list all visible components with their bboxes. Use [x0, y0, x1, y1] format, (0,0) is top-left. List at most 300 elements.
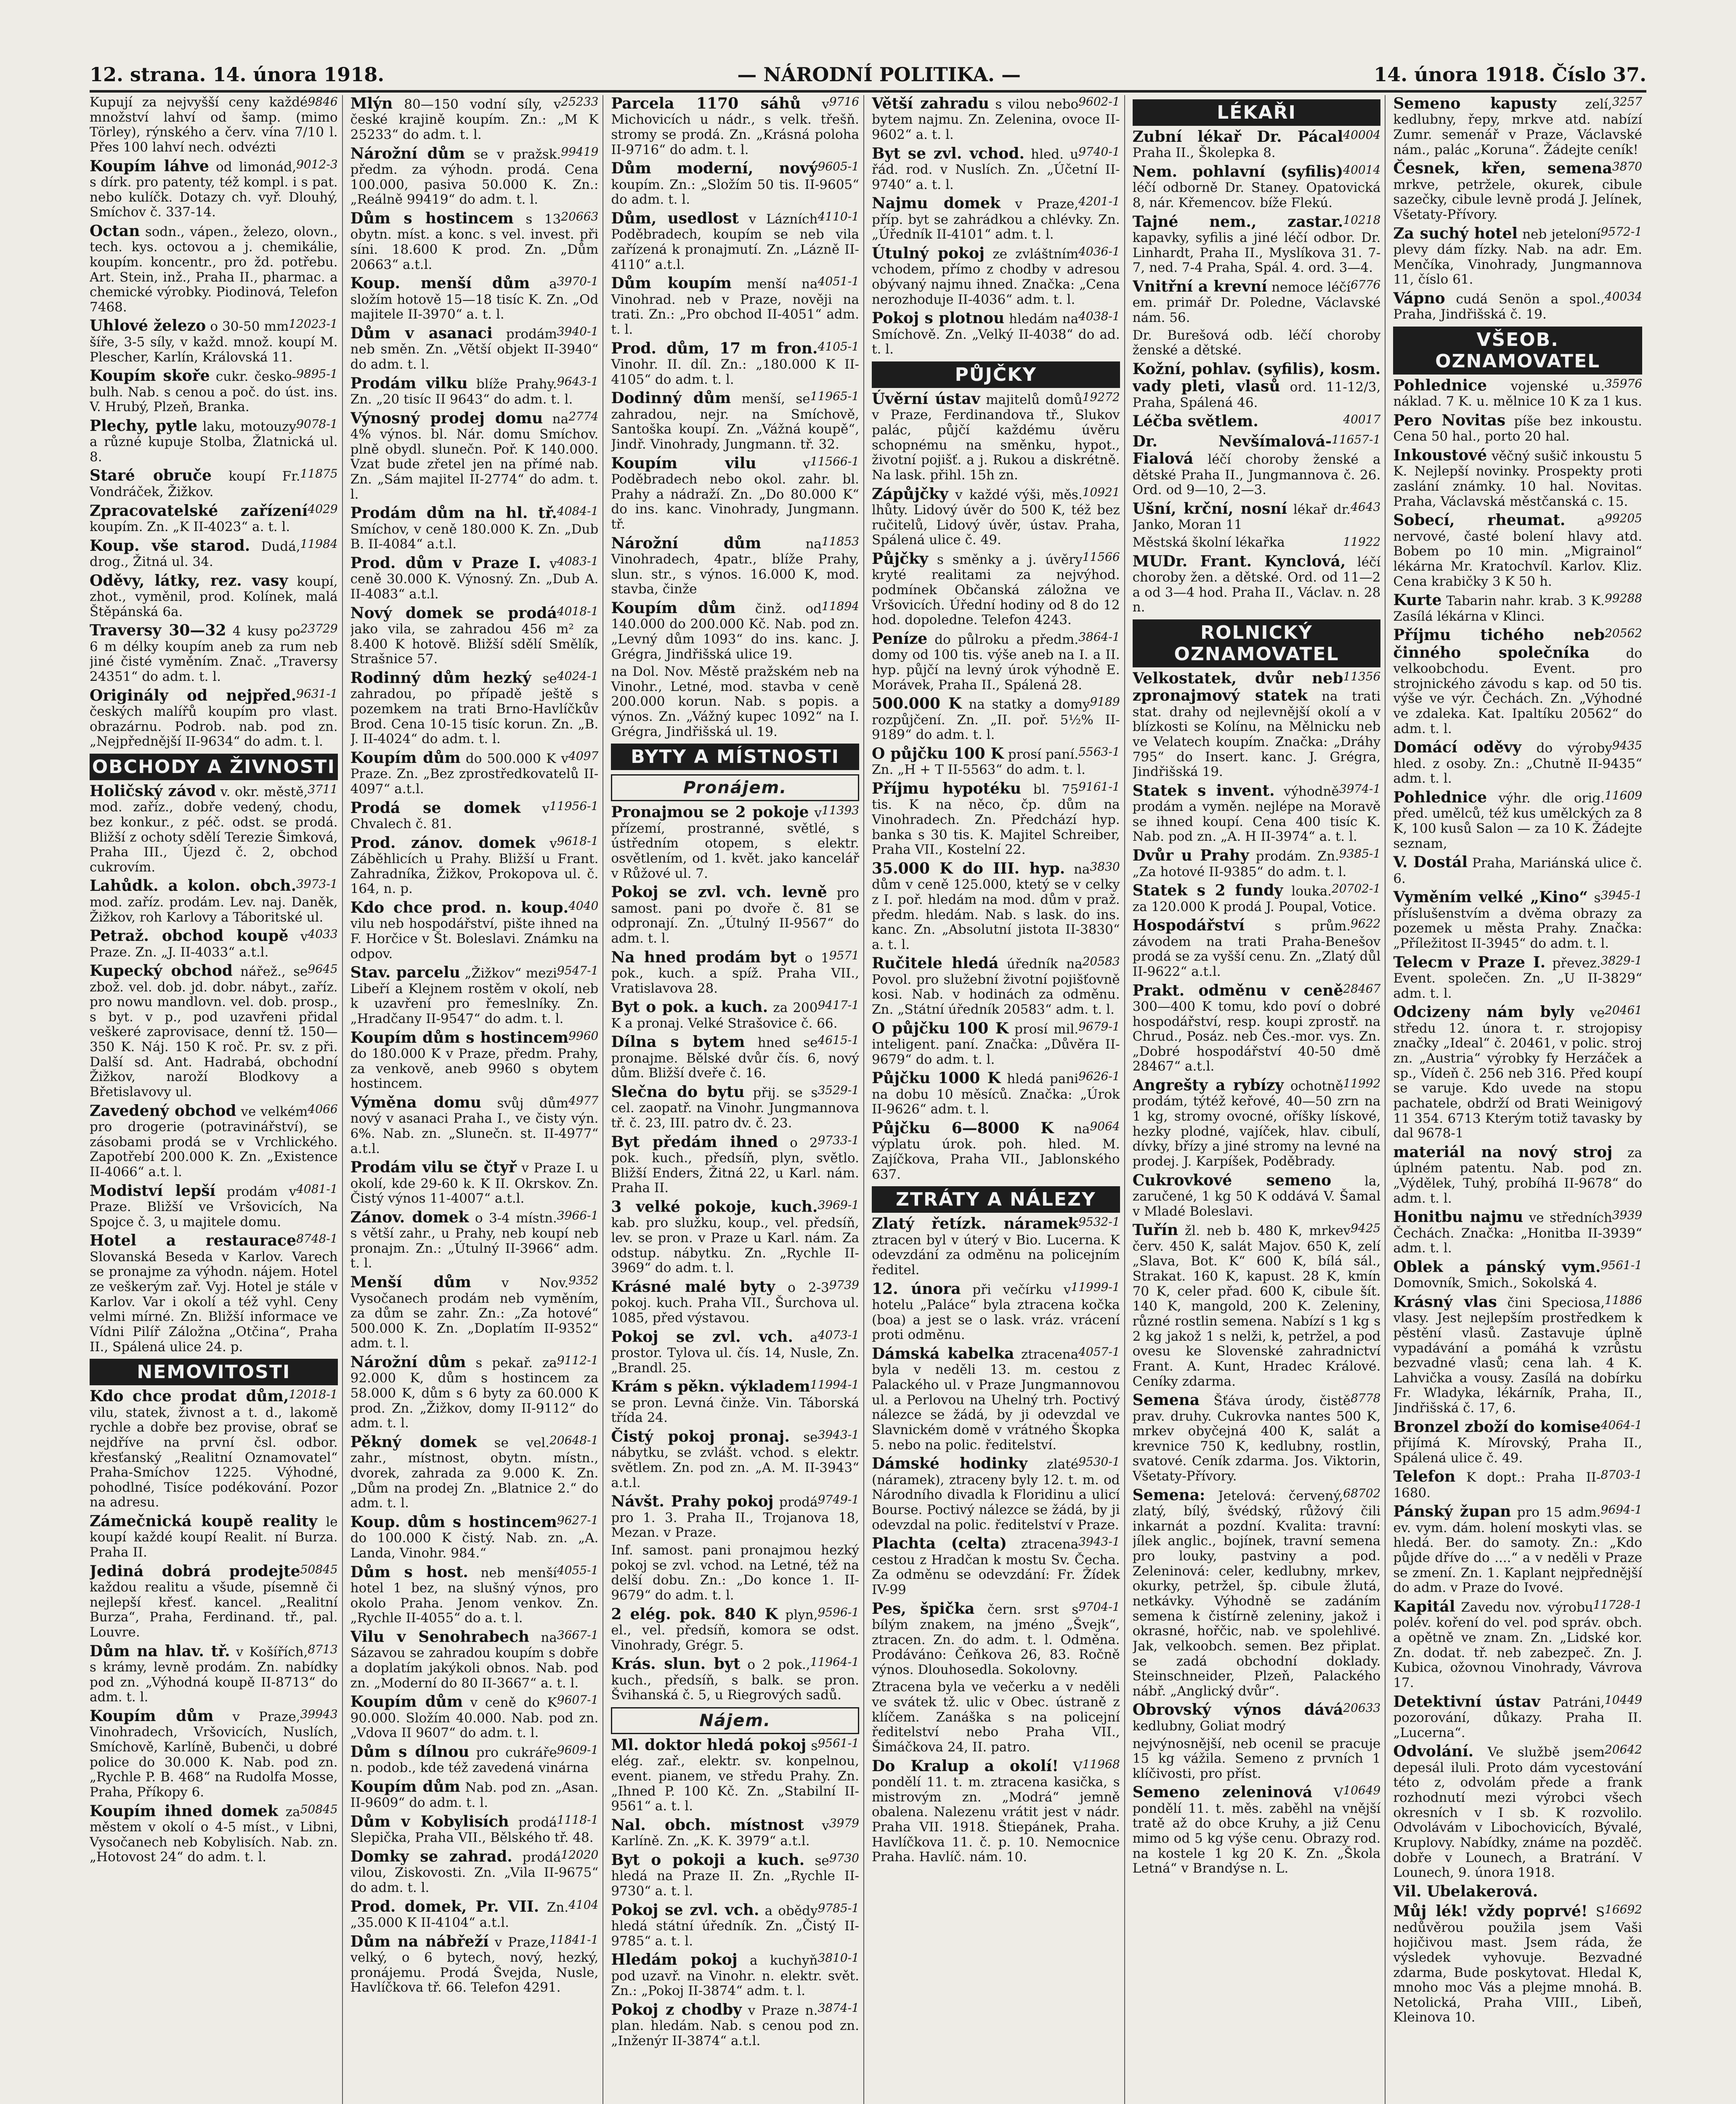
ad-headline: MUDr. Frant. Kynclová,	[1132, 552, 1346, 570]
ad-number: 10218	[1343, 213, 1381, 227]
ad-text: v Nov. Vysočanech prodám neb vyměním, za dům se zahr. Zn.: „Za hotové“ 500.000 K. Zn. „Doplatím II-9352“ adm. t. l.	[350, 1275, 599, 1351]
ad-text: a kuchyň pod uzavř. na Vinohr. n. elektr. svět. Zn.: „Pokoj II-3874“ adm. t. l.	[611, 1953, 859, 1999]
ad-headline: O půjčku 100 K	[872, 744, 1004, 762]
ad-number: 4064-1	[1601, 1418, 1642, 1432]
classified-ad	[90, 962, 338, 1100]
ad-headline: Dům, usedlost	[611, 209, 739, 227]
classified-ad	[611, 210, 859, 272]
ad-number: 11853	[821, 534, 859, 548]
classified-ad	[1133, 1487, 1381, 1699]
classified-ad	[1133, 361, 1381, 410]
ad-text: o 2-3 pokoj. kuch. Praha VII., Šurchova ul. 1085, před výstavou.	[611, 1280, 859, 1326]
classified-ad	[611, 1033, 859, 1081]
ad-headline: Bronzel zboží do komise	[1393, 1418, 1601, 1436]
classified-ad	[350, 1094, 599, 1156]
ad-text: do velkoobchodu. Event. pro strojnického závodu s kap. od 50 tis. výše ve výr. Čechách. Zn. „Výhodné ve zdaleka. Kat. Ipaltíku 20562“ do adm. t. l.	[1393, 646, 1642, 736]
ad-text: léčí choroby ženské a dětské Praha II., Jungmannova č. 26. Ord. od 9—10, 2—3.	[1132, 452, 1381, 498]
ad-headline: Semeno zeleninová	[1132, 1783, 1313, 1801]
classified-ad	[350, 964, 599, 1026]
ad-text: cukr. česko-bulh. Nab. s cenou a poč. do úst. ins. V. Hrubý, Plzeň, Branka.	[90, 369, 338, 415]
ad-number: 9960	[568, 1028, 599, 1043]
ad-number: 11964-1	[810, 1655, 859, 1669]
ad-text: v každé výši, měs. lhůty. Lidový úvěr do 500 K, též bez ručitelů, Lidový úvěr, ústav. Praha, Spálená ulice č. 49.	[872, 487, 1120, 548]
classified-ad	[1393, 592, 1642, 624]
ad-number: 4066	[308, 1102, 338, 1116]
classified-ad	[1393, 889, 1642, 951]
ad-number: 4036-1	[1078, 244, 1120, 259]
ad-headline: Telefon	[1393, 1468, 1456, 1486]
classified-ad	[1133, 917, 1381, 979]
classified-ad	[90, 95, 338, 155]
ad-number: 3711	[308, 782, 338, 796]
ad-text: menší, se zahradou, nejr. na Smíchově, Santoška koupí. Zn. „Vážná koupě“, Jindř. Vinohrady, Jungmann. tř. 32.	[611, 391, 859, 452]
ad-text: nářež., se zbož. vel. dob. jd. dobr. nábyt., zaříz. pro nowu mandlovn. vel. dob. prosp., s byt. v p., pod uzavřeni přidal veškeré zaprovisace, denní tž. 150—350 K. Náj. 150 K roč. Pr. sv. z při. Další sd. Ant. Hadrabá, obchodní Žižkov, naroží Blodkovy a Břetislavovy ul.	[90, 964, 338, 1100]
ad-text: výhodně prodám a vyměn. nejlépe na Moravě se ihned koupí. Cena 400 tisíc K. Nab. pod zn. „A. H II-3974“ a. t. l.	[1132, 784, 1381, 845]
ad-text: na trati stat. drahy od nejlevnější okolí a v blízkosti se Kolínu, na Mělnicku neb ve Velatech koupím. Značka: „Dráhy 795“ do Insert. kanc. J. Grégra, Jindřišská 19.	[1132, 689, 1381, 780]
ad-headline: Vápno	[1393, 289, 1445, 307]
classified-ad	[350, 669, 599, 747]
ad-number: 9435	[1612, 739, 1642, 753]
ad-headline: Krám s pěkn. výkladem	[611, 1378, 810, 1396]
ad-headline: Hotel a restaurace	[90, 1232, 297, 1250]
ad-number: 9161-1	[1078, 779, 1120, 794]
ad-number: 28467	[1343, 981, 1381, 996]
ad-headline: Vilu v Senohrabech	[350, 1628, 530, 1646]
ad-text: neb jeteloní plevy dám fízky. Nab. na adr. Em. Menčíka, Vinohrady, Jungmannova 11, číslo 61.	[1393, 226, 1642, 287]
ad-text: se vel. zahr., místnost, obytn. místn., dvorek, zahrada za 9.000 K. Zn. „Dům na prodej Zn. „Blatnice 2.“ do adm. t. l.	[350, 1435, 599, 1511]
ad-headline: Plachta (celta)	[872, 1535, 1007, 1553]
classified-ad	[611, 1328, 859, 1376]
ad-number: 9740-1	[1078, 144, 1120, 159]
classified-ad	[350, 410, 599, 502]
ad-headline: Vyměním velké „Kino“	[1393, 888, 1588, 906]
ad-headline: Nový domek se prodá	[350, 604, 557, 622]
ad-text: v Poděbradech nebo okol. zahr. bl. Prahy a nádraží. Zn. „Do 80.000 K“ do ins. kanc. Vinohrady, Jungmann. tř.	[611, 456, 859, 532]
section-banner: ROLNICKÝ OZNAMOVATEL	[1133, 619, 1381, 667]
ad-number: 11657-1	[1331, 432, 1381, 446]
ad-number: 3667-1	[557, 1628, 599, 1642]
ad-headline: Prodám dům na hl. tř.	[350, 504, 557, 522]
classified-ad	[350, 834, 599, 897]
ad-headline: Větší zahradu	[872, 95, 989, 112]
classified-ad	[1393, 1468, 1642, 1501]
ad-number: 4055-1	[557, 1563, 599, 1577]
ad-number: 8778	[1351, 1391, 1381, 1405]
ad-headline: O půjčku 100 K	[872, 1019, 1009, 1037]
classified-ad	[350, 210, 599, 272]
ad-text: do 100.000 K čistý. Nab. zn. „A. Landa, Vinohr. 984.“	[350, 1530, 599, 1561]
ad-number: 20633	[1343, 1701, 1381, 1715]
ad-number: 99288	[1604, 591, 1642, 606]
ad-text: v Záběhlicích u Prahy. Bližší u Frant. Zahradníka, Žižkov, Prokopova ul. č. 164, n. p.	[350, 836, 599, 897]
ad-number: 4201-1	[1078, 194, 1120, 209]
column-1	[90, 95, 343, 2104]
ad-number: 9730	[829, 1851, 859, 1865]
classified-ad	[350, 1434, 599, 1511]
ad-number: 20562	[1604, 626, 1642, 640]
ad-number: 4038-1	[1078, 309, 1120, 324]
ad-headline: Zavedený obchod	[90, 1102, 236, 1120]
ad-number: 3979	[829, 1816, 859, 1830]
ad-text: se hledá na Praze II. Zn. „Rychle II-9730“ a. t. l.	[611, 1853, 859, 1899]
classified-ad	[90, 1513, 338, 1560]
ad-headline: Angrešty a rybízy	[1132, 1076, 1284, 1095]
section-banner: LÉKAŘI	[1133, 99, 1381, 126]
ad-number: 40004	[1343, 128, 1381, 142]
ad-headline: Pěkný domek	[350, 1433, 477, 1451]
ad-headline: Ručitele hledá	[872, 954, 999, 972]
classified-ad	[1393, 225, 1642, 287]
classified-ad	[1393, 1004, 1642, 1141]
classified-ad	[872, 1280, 1120, 1343]
ad-headline: Byt o pokoji a kuch.	[611, 1851, 805, 1869]
ad-number: 9530-1	[1078, 1455, 1120, 1469]
ad-headline: Příjmu hypotéku	[872, 779, 1022, 797]
classified-ad	[350, 1898, 599, 1931]
ad-number: 11393	[821, 803, 859, 818]
ad-text: prosí mil. inteligent. paní. Značka: „Důvěra II-9679“ do adm. t. l.	[872, 1021, 1120, 1067]
ad-text: koupím. Zn.: „Složím 50 tis. II-9605“ do adm. t. l.	[611, 177, 859, 207]
classified-ad	[350, 505, 599, 552]
ad-number: 9605-1	[818, 159, 859, 174]
ad-text: Vinohr. II. díl. Zn.: „180.000 K II-4105“ do adm. t. l.	[611, 357, 859, 387]
ad-number: 3939	[1612, 1208, 1642, 1222]
ad-text: na výplatu úrok. poh. hled. M. Zajíčkova, Praha VII., Jablonského 637.	[872, 1121, 1120, 1182]
newspaper-page	[90, 0, 1646, 2104]
section-banner: Pronájem.	[611, 774, 859, 801]
ad-headline: Inkoustové	[1393, 446, 1487, 465]
ad-number: 9627-1	[557, 1513, 599, 1527]
ad-number: 20461	[1604, 1003, 1642, 1017]
ad-number: 4097	[568, 749, 599, 763]
ad-text: a nervové, časté bolení hlavy atd. Bobem po 10 min. „Migrainol“ lékárna Mr. Kratochvíl. Karlov. Kliz. Cena krabičky 3 K 50 h.	[1393, 513, 1642, 589]
ad-text: při večírku v hotelu „Paláce“ byla ztracena kočka (boa) a jest se o lask. vráz. vrácení proti odměnu.	[872, 1282, 1120, 1343]
classified-ad	[350, 325, 599, 372]
classified-ad	[611, 2001, 859, 2049]
ad-text: louka. za 120.000 K prodá J. Poupal, Votice.	[1132, 884, 1376, 914]
ad-number: 9618-1	[557, 834, 599, 848]
ad-headline: 2 elég. pok. 840 K	[611, 1605, 778, 1623]
ad-headline: Semena:	[1132, 1486, 1205, 1504]
ad-text: ve velkém pro drogerie (potravinářství), se zásobami prodá se v Vrchlického. Zapotřebí 200.000 K. Zn. „Existence II-4066“ a.t. l.	[90, 1104, 338, 1180]
ad-headline: Krás. slun. byt	[611, 1655, 741, 1673]
ad-text: 300—400 K tomu, kdo poví o dobré hospodářství, resp. koupi zprostř. na Chrud., Posáz. neb Čes.-mor. vys. Zn. „Dobré hospodářství 40-50 dmě 28467“ a.t.l.	[1132, 999, 1381, 1074]
classified-ad	[611, 160, 859, 207]
classified-ad	[1393, 160, 1642, 222]
ad-number: 11968	[1082, 1757, 1120, 1771]
section-banner: NEMOVITOSTI	[90, 1359, 338, 1385]
ad-headline: Peníze	[872, 630, 928, 648]
ad-headline: Prodá se domek	[350, 799, 521, 817]
classified-ad	[1393, 1294, 1642, 1416]
section-banner: PŮJČKY	[872, 361, 1120, 388]
classified-ad	[1393, 1883, 1642, 1900]
ad-text: bl. 75 tis. K na něco, čp. dům na Vinohradech. Zn. Předchází hyp. banka s 30 tis. K. Majitel Schreiber, Praha VII., Kostelní 22.	[872, 781, 1120, 858]
classified-ad	[1393, 1259, 1642, 1291]
ad-text: koupím. Zn. „K II-4023“ a. t. l.	[90, 519, 290, 534]
ad-text: Ve službě jsem depesál iluli. Proto dám vycestování této z, odvolám přede a frank rozhodnutí mezi výrobci všech okresních v I sb. K rozvolilo. Odvolávám v Libochovicích, Bývalé, Kruplovy. Nabídky, známe na pozděč. dobře v Lounech, a Bratrání. V Lounech, 9. února 1918.	[1393, 1745, 1642, 1881]
ad-number: 40017	[1343, 412, 1381, 427]
ad-number: 8703-1	[1601, 1468, 1642, 1482]
ad-number: 11886	[1604, 1293, 1642, 1307]
classified-ad	[872, 1535, 1120, 1597]
ad-text: le koupí každé koupí Realit. ní Burza. Praha II.	[90, 1514, 338, 1560]
section-banner: VŠEOB. OZNAMOVATEL	[1393, 327, 1642, 375]
classified-ad	[872, 1600, 1120, 1678]
ad-number: 11992	[1343, 1076, 1381, 1091]
classified-ad	[90, 537, 338, 570]
ad-headline: Zlatý řetízk. náramek	[872, 1215, 1079, 1233]
classified-ad	[611, 1852, 859, 1899]
ad-text: „Žižkov“ mezi Libeří a Klejnem rostěm v okolí, neb k uzavření pro řemeslníky. Zn. „Hradčany II-9547“ do adm. t. l.	[350, 966, 599, 1026]
ad-text: Zn. „35.000 K II-4104“ a.t.l.	[350, 1899, 569, 1931]
classified-ad	[1393, 447, 1642, 509]
ad-number: 3969-1	[818, 1198, 859, 1212]
ad-headline: Kupecký obchod	[90, 962, 233, 980]
ad-text: Praha II., Školepka 8.	[1132, 145, 1276, 161]
ad-headline: Uhlové železo	[90, 317, 206, 335]
ad-number: 3943-1	[1078, 1535, 1120, 1549]
ad-headline: Koupím dům	[611, 599, 736, 617]
classified-ad	[350, 375, 599, 407]
ad-headline: Půjčky	[872, 550, 929, 568]
ad-text: od limonád, s dírk. pro patenty, též kompl. i s pat. nebo kulíčk. Dotazy ch. vyř. Dlouhý, Smíchov č. 337-14.	[90, 159, 338, 220]
ad-text: pro samost. pani po dvoře č. 81 se odpronají. Zn. „Útulný II-9567“ do adm. t. l.	[611, 885, 859, 946]
ad-text: pro cukráře n. podob., kde též zavedená vinárna	[350, 1745, 589, 1776]
classified-ad	[872, 310, 1120, 357]
ad-number: 3864-1	[1078, 630, 1120, 644]
ad-text: svůj dům nový v asanaci Praha I., ve čisty výn. 6%. Nab. zn. „Slunečn. st. II-4977“ a.t.l.	[350, 1095, 599, 1156]
ad-text: v Praze n. plan. hledám. Nab. s cenou pod zn. „Inženýr II-3874“ a.t.l.	[611, 2003, 859, 2048]
classified-ad	[1393, 854, 1642, 886]
ad-text: lékař dr. Janko, Moran 11	[1132, 502, 1351, 533]
classified-ad	[1133, 1172, 1381, 1219]
ad-number: 8713	[308, 1642, 338, 1656]
classified-ad	[90, 1803, 338, 1865]
classified-ad	[1133, 1077, 1381, 1169]
ad-headline: Semeno kapusty	[1393, 95, 1557, 112]
ad-headline: Čistý pokoj pronaj.	[611, 1427, 790, 1445]
ad-headline: Koupím dům	[350, 749, 461, 767]
ad-headline: Koupím vilu	[611, 454, 757, 472]
ad-text: a složím hotově 15—18 tisíc K. Zn. „Od majitele II-3970“ a. t. l.	[350, 276, 599, 322]
classified-ad	[872, 195, 1120, 242]
ad-number: 10449	[1604, 1692, 1642, 1707]
ad-number: 9078-1	[296, 417, 338, 431]
classified-ad	[872, 745, 1120, 778]
ad-headline: Dodinný dům	[611, 389, 731, 407]
ad-headline: Domky se zahrad.	[350, 1848, 512, 1866]
classified-ad	[1133, 1784, 1381, 1876]
classified-ad	[90, 1643, 338, 1705]
ad-text: Městská školní lékařka	[1132, 534, 1285, 550]
classified-ad	[90, 783, 338, 875]
ad-number: 4073-1	[818, 1328, 859, 1342]
ad-text: prodá Slepička, Praha VII., Bělského tř. 48.	[350, 1815, 594, 1846]
classified-ad	[1133, 128, 1381, 161]
ad-text: V pondělí 11. t. m. ztracena kasička, s mistrovým zn. „Modrá“ jemně obalena. Nalezenu vrátit jest v nádr. Praha VII. 1918. Štiepánek, Praha. Havlíčkova 11. č. p. 10. Nemocnice Praha. Havlíč. nám. 10.	[872, 1759, 1120, 1865]
ad-headline: Koupím láhve	[90, 157, 209, 175]
ad-text: neb menší hotel 1 bez, na slušný výnos, pro okolo Praha. Jenom venkov. Zn. „Rychle II-4055“ do a. t. l.	[350, 1565, 599, 1626]
ad-headline: Dům v asanaci	[350, 324, 493, 342]
ad-text: o 2 pok., kuch., předsíň, s balk. se pron. Švihanská č. 5, u Riegrových sadů.	[611, 1657, 859, 1703]
ad-number: 19272	[1082, 390, 1120, 404]
ad-text: za městem v okolí o 4-5 míst., v Libni, Vysočanech neb Kobylisích. Nab. zn. „Hotovost 24“ do adm. t. l.	[90, 1804, 338, 1865]
classified-ad	[1133, 1737, 1381, 1782]
ad-text: v Praze, velký, o 6 bytech, nový, hezký, pronájemu. Prodá Švejda, Nusle, Havlíčkova tř. 66. Telefon 4291.	[350, 1934, 599, 1995]
ad-number: 4083-1	[557, 554, 599, 568]
ad-number: 9547-1	[557, 964, 599, 978]
ad-headline: Nárožní dům	[350, 1353, 466, 1371]
ad-text: ze zvláštním vchodem, přímo z chodby v adresou obývaný najmu ihned. Značka: „Cena nerozhoduje II-4036“ adm. t. l.	[872, 247, 1120, 307]
page-header	[90, 63, 1646, 93]
ad-text: čern. srst s bílým znakem, na jméno „Švejk“, ztracen. Zn. do adm. t. l. Odměna. Prodáváno: Čeňkova 26, 83. Ročně výnos. Dlouhosedla. Sokolovny.	[872, 1602, 1120, 1677]
ad-number: 9643-1	[557, 374, 599, 388]
classified-ad	[611, 884, 859, 946]
ad-number: 9785-1	[818, 1901, 859, 1915]
ad-number: 50845	[300, 1802, 338, 1816]
section-banner: Nájem.	[611, 1707, 859, 1734]
classified-ad	[1393, 954, 1642, 1002]
ad-number: 2774	[568, 409, 599, 423]
ad-text: vojenské u. náklad. 7 K. u. mělnice 10 K za 1 kus.	[1393, 378, 1642, 409]
classified-ad	[611, 1737, 859, 1814]
ad-number: 9532-1	[1078, 1215, 1120, 1229]
ad-number: 4643	[1351, 499, 1381, 514]
classified-ad	[872, 1120, 1120, 1182]
classified-ad	[1133, 500, 1381, 533]
ad-text: mrkve, petržele, okurek, cibule sazečky, cibule levně prodá J. Jelínek, Všetaty-Přívory.	[1393, 177, 1642, 222]
classified-ad	[350, 1209, 599, 1271]
ad-number: 9631-1	[296, 686, 338, 701]
classified-ad	[1393, 1419, 1642, 1466]
ad-headline: Menší dům	[350, 1273, 471, 1291]
classified-ad	[1133, 278, 1381, 326]
ad-text: ve středních Čechách. Značka: „Honitba II-3939“ adm. t. l.	[1393, 1210, 1642, 1256]
ad-text: prodá pro 1. 3. Praha II., Trojanova 18, Mezan. v Praze.	[611, 1495, 859, 1541]
section-banner: ZTRÁTY A NÁLEZY	[872, 1186, 1120, 1213]
ad-headline: Modiství lepší	[90, 1182, 216, 1200]
ad-text: zelí, kedlubny, řepy, mrkve atd. nabízí Zumr. semenář v Praze, Václavské nám., palác „Koruna“. Žádejte ceník!	[1393, 97, 1642, 157]
ad-number: 1118-1	[557, 1813, 599, 1827]
ad-headline: Kdo chce prodat dům,	[90, 1387, 289, 1405]
ad-headline: Krásný vlas	[1393, 1293, 1497, 1311]
ad-text: ztracena cestou z Hradčan k mostu Sv. Čecha. Za odměnu se odevzdání: Fr. Žídek IV-99	[872, 1537, 1120, 1597]
classified-ad	[611, 1543, 859, 1603]
ad-headline: Česnek, křen, semena	[1393, 159, 1612, 178]
classified-ad	[611, 1606, 859, 1653]
classified-ad	[1133, 782, 1381, 845]
classified-ad	[1393, 739, 1642, 786]
classified-ad	[872, 1345, 1120, 1453]
ad-text: s vilou nebo bytem najmu. Zn. Zelenina, ovoce II-9602“ a. t. l.	[872, 97, 1120, 143]
ad-number: 9602-1	[1078, 95, 1120, 109]
ad-text: blíže Prahy. Zn. „20 tisíc II 9643“ do adm. t. l.	[350, 376, 573, 407]
ad-number: 20663	[561, 209, 599, 223]
ad-text: ve středu 12. února t. r. strojopisy značky „Ideal“ č. 20461, v polic. stroj zn. „Austria“ výrobky fy Herzáček a sp., Vídeň č. 256 neb 316. Před koupí se varuje. Kdo uvede na stopu pachatele, obdrží od Brati Weinigový 11 354. 6713 Kterým totiž tavasky by dal 9678-1	[1393, 1005, 1642, 1141]
classified-ad	[90, 1563, 338, 1640]
ad-headline: Za suchý hotel	[1393, 224, 1518, 242]
ad-text: s prům. závodem na trati Praha-Benešov prodá se za vyšší cenu. Zn. „Zlatý důl II-9622“ a.t.l.	[1132, 919, 1381, 979]
ad-headline: Honitbu najmu	[1393, 1208, 1524, 1226]
ad-headline: Rodinný dům hezký	[350, 669, 531, 687]
classified-ad	[90, 622, 338, 684]
ad-text: v ceně 30.000 K. Výnosný. Zn. „Dub A. II-4083“ a.t.l.	[350, 556, 599, 602]
ad-text: 80—150 vodní síly, v české krajině koupím. Zn.: „M K 25233“ do adm. t. l.	[350, 97, 599, 143]
classified-ad	[611, 1198, 859, 1276]
ad-text: v Karlíně. Zn. „K. K. 3979“ a.t.l.	[611, 1818, 829, 1849]
ad-number: 99205	[1604, 511, 1642, 526]
ad-number: 9417-1	[818, 998, 859, 1012]
classified-ad	[90, 158, 338, 220]
classified-ad	[611, 340, 859, 388]
classified-ad	[872, 695, 1120, 743]
ad-text: v Praze. Zn. „J. II-4033“ a.t.l.	[90, 929, 308, 960]
ad-headline: Zubní lékař Dr. Pácal	[1132, 128, 1343, 146]
ad-number: 11894	[821, 599, 859, 613]
ad-headline: Pero Novitas	[1393, 412, 1506, 429]
ad-number: 25233	[561, 95, 599, 109]
classified-ad	[611, 1084, 859, 1131]
ad-number: 39943	[300, 1707, 338, 1721]
classified-ad	[872, 145, 1120, 193]
classified-ad	[1393, 412, 1642, 444]
ad-text: 4 kusy po 6 m délky koupím aneb za rum neb jiné čisté vyměním. Znač. „Traversy 24351“ do adm. t. l.	[90, 624, 338, 684]
ad-number: 4081-1	[296, 1182, 338, 1196]
ad-text: Zavedu nov. výrobu polév. koření do vel. pod správ. obch. a opětně ve znam. Zn. „Lidské kor. Zn. dodat. tř. neb zabezpeč. Zn. J. Kubica, ožovnou Vinohrady, Vávrova 17.	[1393, 1600, 1642, 1690]
ad-number: 9733-1	[818, 1133, 859, 1147]
ad-headline: Koupím dům	[350, 1777, 460, 1796]
ad-text: s směnky a j. úvěry kryté realitami za nejvýhod. podmínek Občanská záložna ve Vršovicích. Úřední hodiny od 8 do 12 hod. dopoledne. Telefon 4243.	[872, 552, 1120, 628]
section-banner: OBCHODY A ŽIVNOSTI	[90, 754, 338, 780]
ad-headline: Plechy, pytle	[90, 417, 198, 435]
classified-ad	[611, 390, 859, 452]
classified-ad	[872, 486, 1120, 548]
ad-number: 9425	[1351, 1221, 1381, 1235]
classified-ad	[1393, 1598, 1642, 1691]
ad-headline: Kožní, pohlav. (syfilis), kosm. vady pleti, vlasů	[1132, 360, 1381, 396]
ad-headline: Výměna domu	[350, 1093, 482, 1111]
ad-text: za 200 K a pronaj. Velké Strašovice č. 66.	[611, 1000, 838, 1031]
classified-ad	[350, 1514, 599, 1561]
ad-number: 9694-1	[1601, 1503, 1642, 1517]
classified-ad	[350, 555, 599, 602]
ad-text: K dopt.: Praha II-1680.	[1393, 1470, 1601, 1501]
header-masthead: — NÁRODNÍ POLITIKA. —	[737, 63, 1021, 86]
ad-text: Šťáva úrody, čistě prav. druhy. Cukrovka nantes 500 K, mrkev obyčejná 400 K, salát a krevnice 750 K, kedlubny, rostlin, svatové. Ceník zdarma. Jos. Viktorin, Všetaty-Přívory.	[1132, 1393, 1381, 1484]
ad-text: na Dol. Nov. Městě pražském neb na Vinohr., Letné, mod. stavba v ceně 200.000 korun. Nab. s popis. a výnos. Zn. „Vážný kupec 1092“ na I. Grégra, Jindřišská ul. 19.	[611, 664, 859, 739]
ad-number: 11922	[1343, 534, 1381, 549]
ad-headline: Pokoj se zvl. vch. levně	[611, 883, 827, 901]
ad-text: se zahradou, po případě ještě s pozemkem na trati Brno-Havlíčkův Brod. Cena 10-15 tisíc korun. Zn. „B. J. II-4024“ do adm. t. l.	[350, 671, 599, 747]
ad-text: čini Speciosa, vlasy. Jest nejlepším prostředkem k pěstění vlasů. Zastavuje úplně vypadávání a pomáhá k vzrůstu bezvadné vlasů; cena lah. 4 K. Lahvička a vousy. Zasílá na dobírku Fr. Wladyka, lékárník, Praha, II., Jindřišská č. 17, 6.	[1393, 1295, 1642, 1416]
classified-ad	[872, 391, 1120, 483]
ad-text: Patráni, pozorování, důkazy. Praha II. „Lucerna“.	[1393, 1695, 1642, 1740]
ad-headline: Zámečnická koupě reality	[90, 1512, 318, 1530]
ad-headline: Hledám pokoj	[611, 1951, 738, 1969]
ad-number: 9622	[1351, 917, 1381, 931]
ad-headline: Krásné malé byty	[611, 1278, 775, 1296]
ad-headline: Oděvy, látky, rez. vasy	[90, 571, 288, 590]
ad-number: 20702-1	[1331, 882, 1381, 896]
ad-headline: Léčba světlem.	[1132, 412, 1258, 430]
classified-ad	[611, 455, 859, 532]
classified-ad	[90, 927, 338, 960]
classified-ad	[350, 1628, 599, 1691]
ad-headline: Prakt. odměnu v ceně	[1132, 981, 1343, 999]
classified-ad	[1133, 1701, 1381, 1734]
classified-ad	[350, 749, 599, 797]
